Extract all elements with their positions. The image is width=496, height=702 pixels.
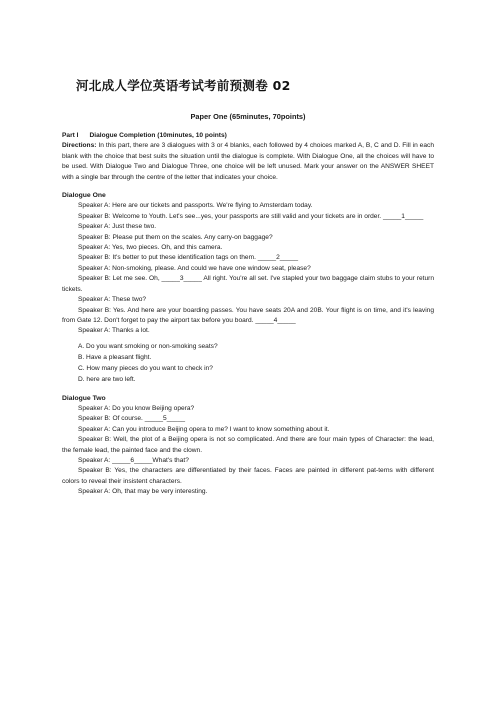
dialogue-line: Speaker B: Let me see. Oh, _____3_____ All right. You're all set. I've stapled your two baggage claim stubs to your return tickets.: [62, 275, 434, 293]
document-title: 河北成人学位英语考试考前预测卷 02: [76, 78, 291, 93]
answer-option: C. How many pieces do you want to check in?: [78, 365, 213, 373]
paper-header: Paper One (65minutes, 70points): [190, 112, 306, 121]
dialogue-line: Speaker B: Well, the plot of a Beijing opera is not so complicated. And there are four main types of Character: the lead, the female lead, the painted face and the clown.: [62, 436, 434, 454]
answer-option: D. here are two left.: [78, 376, 136, 384]
answer-option: B. Have a pleasant flight.: [78, 353, 152, 361]
directions-text: In this part, there are 3 dialogues with 3 or 4 blanks, each followed by 4 choices marked A, B, C and D. Fill in each blank with the choice that best suits the situation until the dialogue is complete. With Dialogue One, all the choices will have to be used. With Dialogue Two and Dialogue Three, one choice will be left unused. Mark your answer on the ANSWER SHEET with a single bar through the centre of the letter that indicates your choice.: [62, 142, 434, 181]
dialogue-line: Speaker A: Thanks a lot.: [78, 327, 150, 335]
dialogue-line: Speaker B: Of course. _____5_____: [78, 415, 186, 423]
dialogue-line: Speaker B: It's better to put these identification tags on them. _____2_____: [78, 254, 299, 262]
directions-label: Directions:: [62, 142, 97, 150]
dialogue-line: Speaker A: Can you introduce Beijing opera to me? I want to know something about it.: [78, 425, 330, 433]
directions-paragraph: [62, 141, 434, 183]
dialogue-line: Speaker A: Do you know Beijing opera?: [78, 404, 195, 412]
dialogue-line: Speaker A: Non-smoking, please. And could we have one window seat, please?: [78, 264, 311, 272]
dialogue-line: Speaker B: Yes. And here are your boarding passes. You have seats 20A and 20B. Your flight is on time, and it's leaving from Gate 12. Don't forget to pay the airport tax before you board. _____4_____: [62, 306, 434, 324]
dialogue-line: Speaker A: Yes, two pieces. Oh, and this camera.: [78, 244, 223, 252]
dialogue-line: Speaker A: Here are our tickets and passports. We're flying to Amsterdam today.: [78, 202, 313, 210]
dialogue-line: Speaker A: Oh, that may be very interesting.: [78, 488, 208, 496]
dialogue-one-heading: Dialogue One: [62, 192, 106, 200]
dialogue-line: Speaker A: Just these two.: [78, 223, 157, 231]
dialogue-line: Speaker B: Yes, the characters are differentiated by their faces. Faces are painted in different pat-terns with different colors to reveal their insistent characters.: [62, 467, 434, 485]
dialogue-line: Speaker B: Welcome to Youth. Let's see...yes, your passports are still valid and your tickets are in order. _____1_____: [78, 212, 424, 220]
dialogue-line: Speaker A: _____6_____What's that?: [78, 456, 189, 464]
dialogue-line: Speaker A: These two?: [78, 296, 147, 304]
answer-option: A. Do you want smoking or non-smoking seats?: [78, 342, 218, 350]
dialogue-line: Speaker B: Please put them on the scales. Any carry-on baggage?: [78, 233, 273, 241]
dialogue-two-heading: Dialogue Two: [62, 394, 106, 402]
part-heading: Part I Dialogue Completion (10minutes, 10 points): [62, 132, 227, 139]
